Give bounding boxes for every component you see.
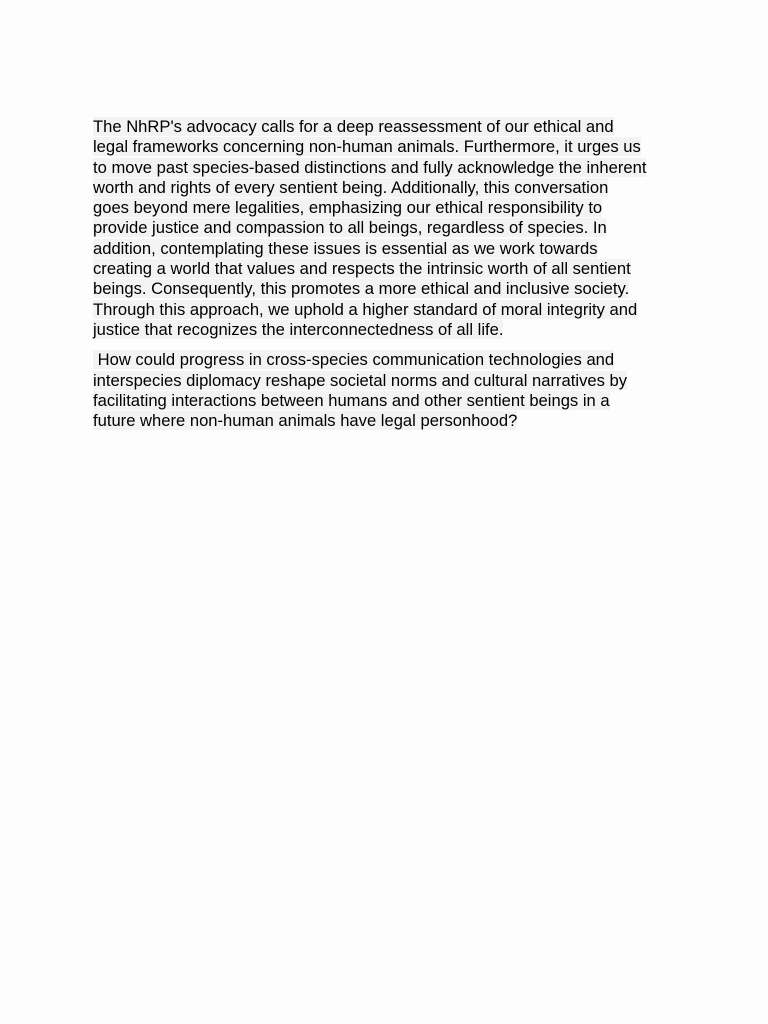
text-line: justice that recognizes the interconnectedness of all life. — [93, 319, 504, 339]
text-line: Through this approach, we uphold a higher standard of moral integrity and — [93, 299, 638, 319]
text-line: provide justice and compassion to all beings, regardless of species. In — [93, 218, 607, 238]
text-line: How could progress in cross-species communication technologies and — [93, 350, 615, 370]
text-line: facilitating interactions between humans and other sentient beings in a — [93, 390, 610, 410]
document-body — [93, 117, 683, 431]
text-line: addition, contemplating these issues is essential as we work towards — [93, 238, 598, 258]
text-line: worth and rights of every sentient being. Additionally, this conversation — [93, 177, 609, 197]
paragraph-question — [93, 350, 683, 431]
text-line: goes beyond mere legalities, emphasizing our ethical responsibility to — [93, 198, 603, 218]
text-line: The NhRP's advocacy calls for a deep reassessment of our ethical and — [93, 117, 614, 136]
paragraph-advocacy — [93, 117, 683, 340]
text-line: creating a world that values and respects the intrinsic worth of all sentient — [93, 259, 631, 279]
text-line: legal frameworks concerning non-human animals. Furthermore, it urges us — [93, 137, 641, 157]
text-line: to move past species-based distinctions and fully acknowledge the inherent — [93, 157, 647, 177]
text-line: beings. Consequently, this promotes a more ethical and inclusive society. — [93, 279, 630, 299]
text-line: interspecies diplomacy reshape societal norms and cultural narratives by — [93, 370, 628, 390]
text-line: future where non-human animals have legal personhood? — [93, 411, 518, 431]
